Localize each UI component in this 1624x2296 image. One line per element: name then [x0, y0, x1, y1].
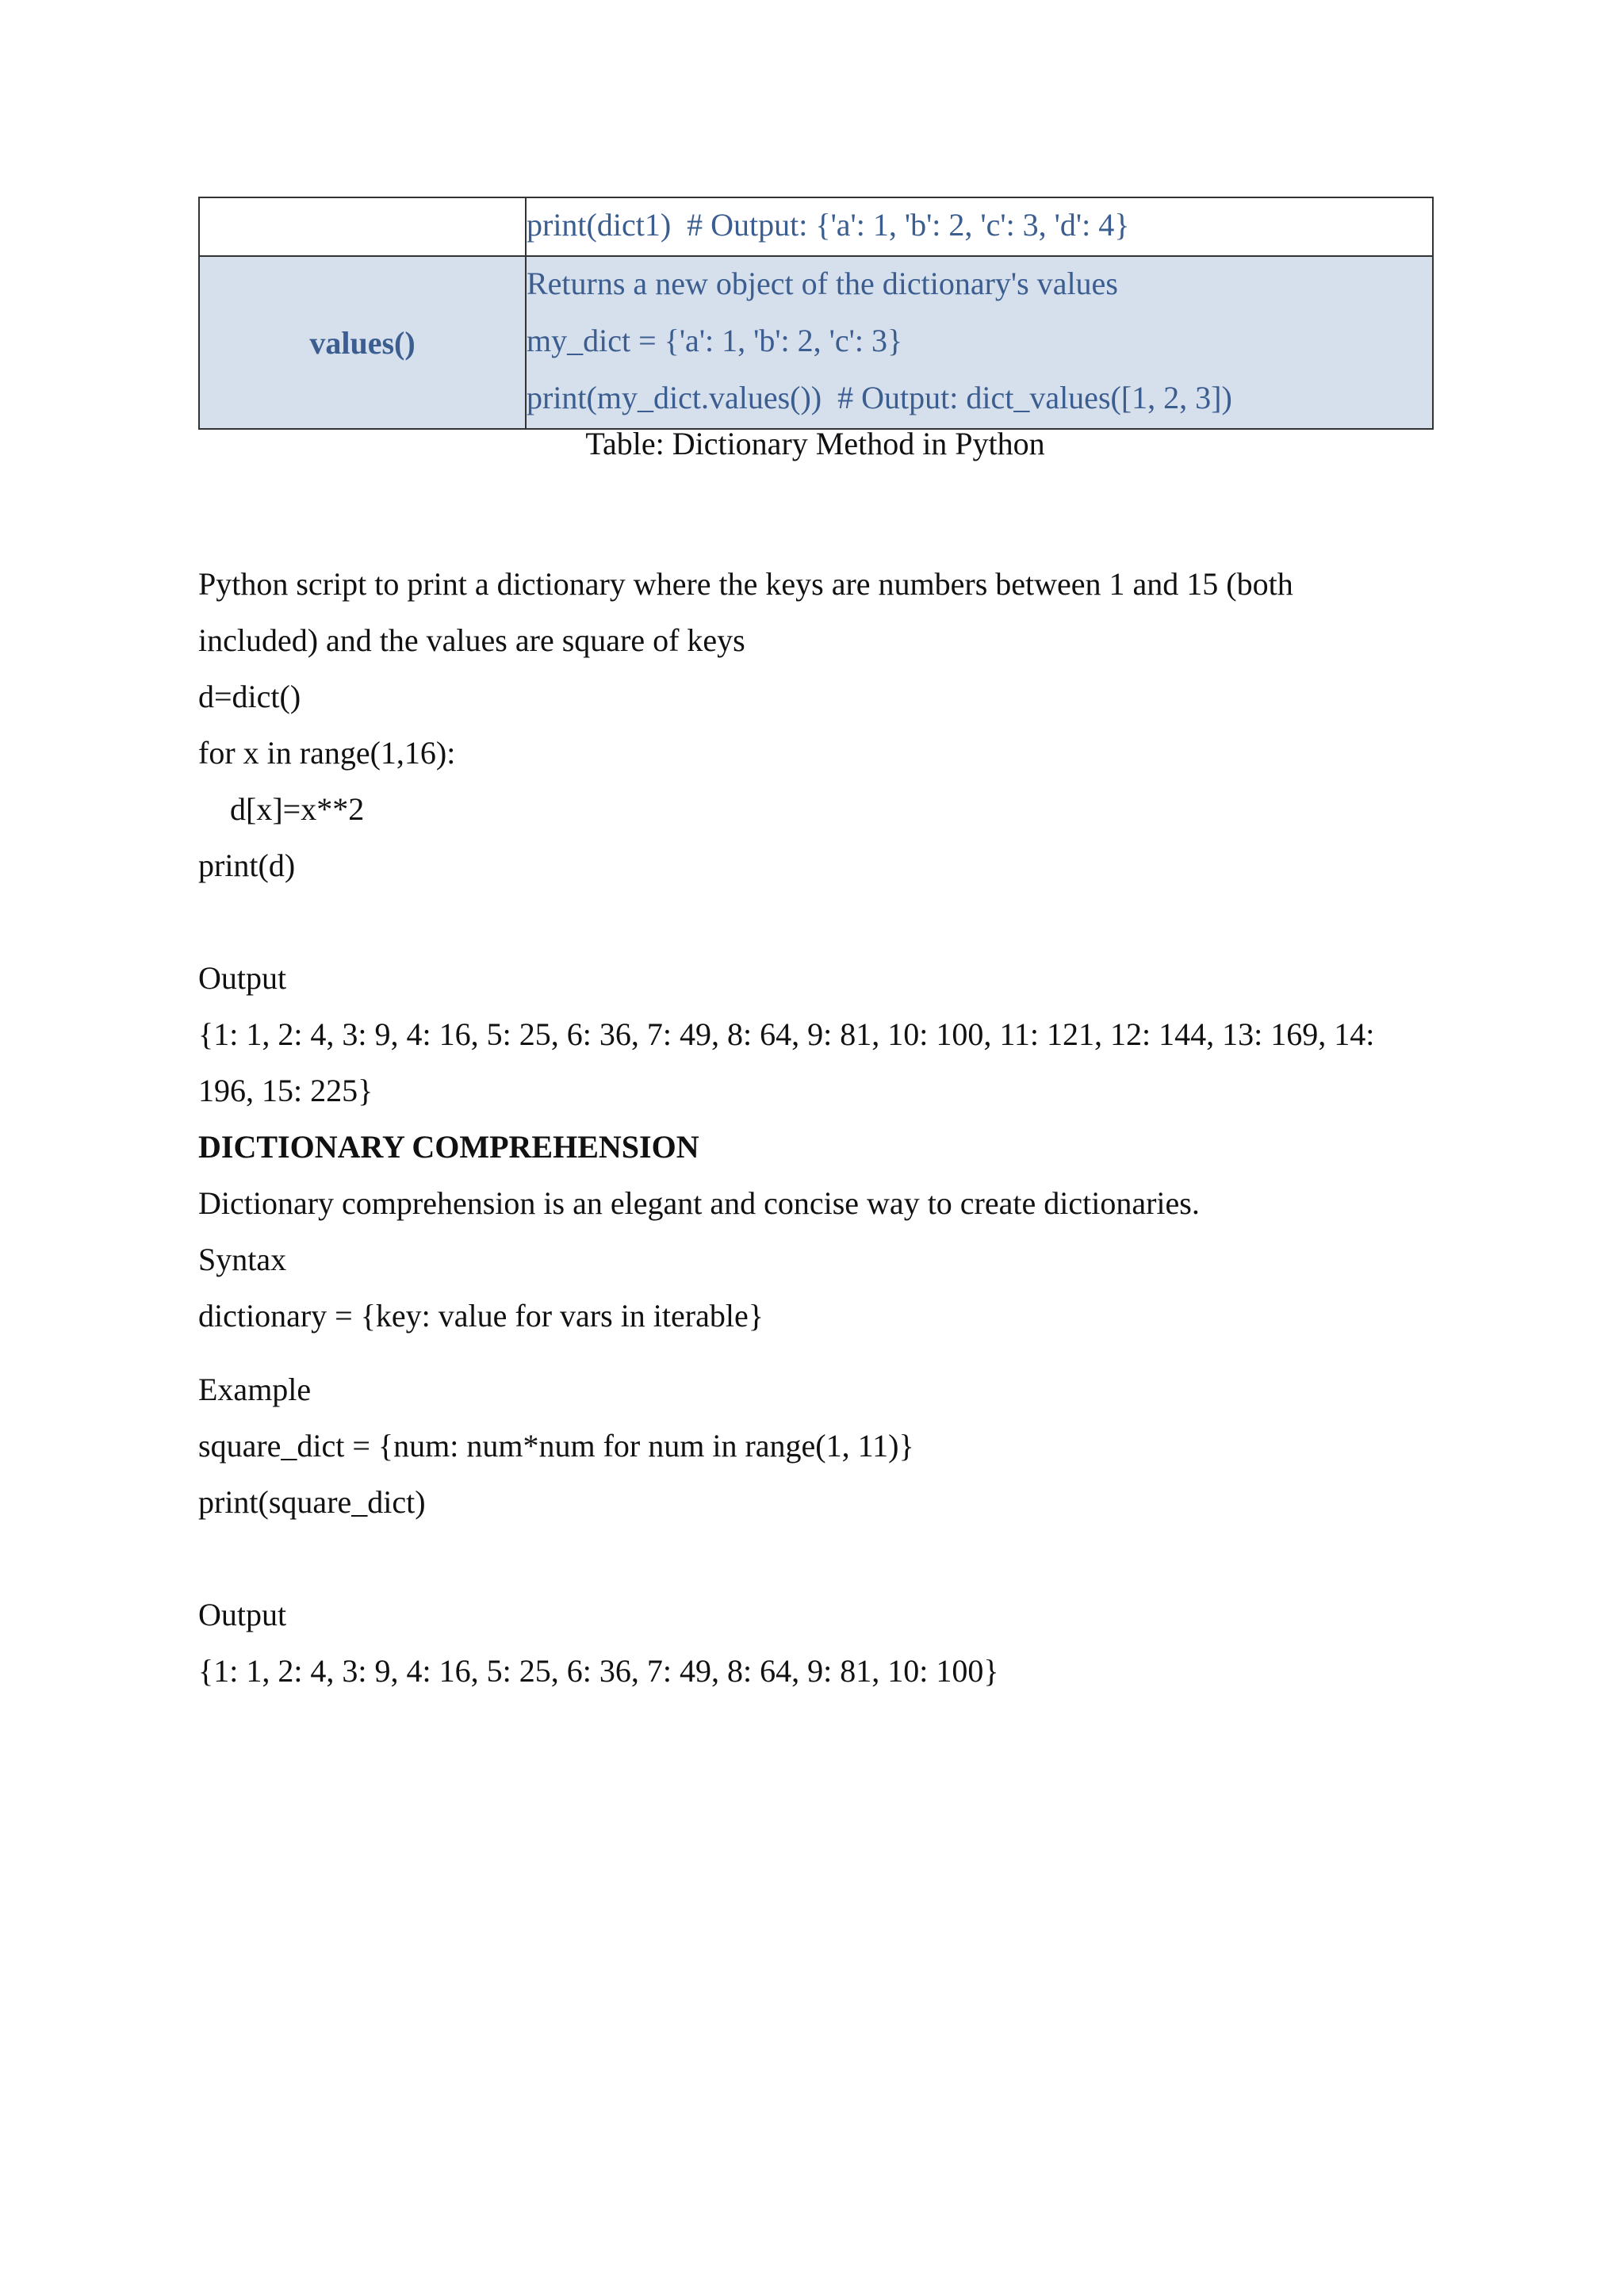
code-line: print(d)	[198, 848, 296, 883]
section-heading: DICTIONARY COMPREHENSION	[198, 1129, 699, 1165]
table-caption: Table: Dictionary Method in Python	[585, 426, 1045, 461]
intro-paragraph-line: included) and the values are square of keys	[198, 622, 745, 658]
example-label: Example	[198, 1372, 312, 1407]
description-line: Returns a new object of the dictionary's values	[527, 266, 1118, 301]
output-line: {1: 1, 2: 4, 3: 9, 4: 16, 5: 25, 6: 36, 7: 49, 8: 64, 9: 81, 10: 100}	[198, 1653, 999, 1689]
code-line: d=dict()	[198, 679, 301, 714]
dictionary-method-table	[198, 197, 1434, 430]
table-row	[199, 197, 1433, 256]
code-line: for x in range(1,16):	[198, 735, 456, 771]
code-line: d[x]=x**2	[198, 791, 365, 827]
code-line: square_dict = {num: num*num for num in range(1, 11)}	[198, 1428, 914, 1464]
code-line: print(dict1) # Output: {'a': 1, 'b': 2, 'c': 3, 'd': 4}	[527, 207, 1130, 243]
output-label: Output	[198, 1597, 287, 1632]
syntax-label: Syntax	[198, 1242, 287, 1277]
table-row	[199, 256, 1433, 429]
method-name-cell: values()	[199, 256, 526, 429]
output-line: {1: 1, 2: 4, 3: 9, 4: 16, 5: 25, 6: 36, 7: 49, 8: 64, 9: 81, 10: 100, 11: 121, 12: 144, 13: 169, 14:	[198, 1016, 1375, 1052]
code-line: print(my_dict.values()) # Output: dict_values([1, 2, 3])	[527, 380, 1232, 415]
output-label: Output	[198, 960, 287, 996]
intro-paragraph-line: Python script to print a dictionary where the keys are numbers between 1 and 15 (both	[198, 566, 1293, 602]
method-name-cell	[199, 197, 526, 256]
code-line: print(square_dict)	[198, 1484, 426, 1520]
method-description-cell	[526, 197, 1433, 256]
method-description-cell	[526, 256, 1433, 429]
output-line: 196, 15: 225}	[198, 1073, 373, 1108]
code-line: my_dict = {'a': 1, 'b': 2, 'c': 3}	[527, 323, 903, 358]
syntax-line: dictionary = {key: value for vars in iterable}	[198, 1298, 764, 1334]
comprehension-description: Dictionary comprehension is an elegant and concise way to create dictionaries.	[198, 1185, 1200, 1221]
